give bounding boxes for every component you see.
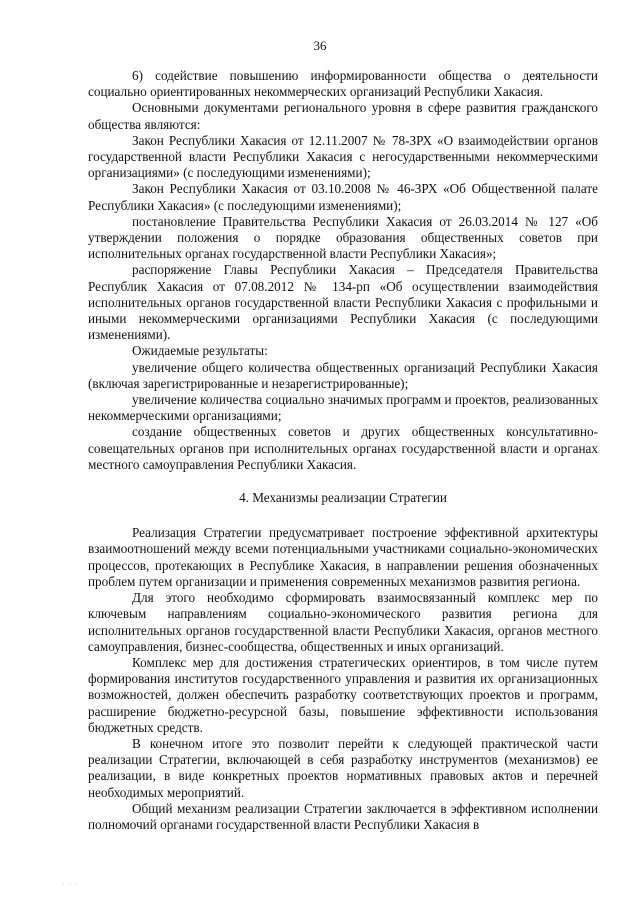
paragraph: постановление Правительства Республики Хакасия от 26.03.2014 № 127 «Об утверждении положения о порядке образования общественных советов при исполнительных органах государственной власти Республики Хакасия»; [88, 213, 598, 262]
paragraph: Общий механизм реализации Стратегии заключается в эффективном исполнении полномочий органами государственной власти Республики Хакасия в [88, 800, 598, 832]
paragraph: создание общественных советов и других общественных консультативно-совещательных органов при исполнительных органах государственной власти и органах местного самоуправления Республики Хакасия. [88, 424, 598, 472]
paragraph: Закон Республики Хакасия от 03.10.2008 № 46-ЗРХ «Об Общественной палате Республики Хакасия» (с последующими изменениями); [88, 181, 598, 213]
paragraph: 6) содействие повышению информированности общества о деятельности социально ориентированных некоммерческих организаций Республики Хакасия. [88, 68, 598, 100]
paragraph: увеличение общего количества общественных организаций Республики Хакасия (включая зарегистрированные и незарегистрированные); [88, 359, 598, 391]
section-heading: 4. Механизмы реализации Стратегии [239, 490, 447, 506]
paragraph: Для этого необходимо сформировать взаимосвязанный комплекс мер по ключевым направлениям социально-экономического развития региона для исполнительных органов государственной власти Республики Хакасия, органов местного самоуправления, бизнес-сообщества, общественных и иных организаций. [88, 590, 598, 654]
paragraph: Комплекс мер для достижения стратегических ориентиров, в том числе путем формирования институтов государственного управления и развития их организационных возможностей, должен обеспечить разработку соответствующих проектов и программ, расширение бюджетно-ресурсной базы, повышение эффективности использования бюджетных средств. [88, 654, 598, 735]
page-number: 36 [313, 38, 327, 53]
paragraph: увеличение количества социально значимых программ и проектов, реализованных некоммерческими организациями; [88, 392, 598, 424]
paragraph: Основными документами регионального уровня в сфере развития гражданского общества являются: [88, 100, 598, 132]
paragraph: Ожидаемые результаты: [132, 343, 268, 359]
paragraph: Закон Республики Хакасия от 12.11.2007 № 78-ЗРХ «О взаимодействии органов государственной власти Республики Хакасия с негосударственными некоммерческими организациями» (с последующими изменениями); [88, 132, 598, 181]
paragraph: Реализация Стратегии предусматривает построение эффективной архитектуры взаимоотношений между всеми потенциальными участниками социально-экономических процессов, протекающих в Республике Хакасия, в направлении решения обозначенных проблем путем организации и применения современных механизмов развития региона. [88, 525, 598, 589]
document-body [88, 68, 598, 833]
paragraph: В конечном итоге это позволит перейти к следующей практической части реализации Стратегии, включающей в себя разработку инструментов (механизмов) ее реализации, в виде конкретных проектов нормативных правовых актов и перечней необходимых мероприятий. [88, 735, 598, 800]
paragraph: распоряжение Главы Республики Хакасия – Председателя Правительства Республик Хакасия от 07.08.2012 № 134-рп «Об осуществлении взаимодействия исполнительных органов государственной власти Республики Хакасия с профильными и иными некоммерческими организациями Республики Хакасия (с последующими изменениями). [88, 262, 598, 343]
scan-mark: · · · [62, 880, 79, 889]
